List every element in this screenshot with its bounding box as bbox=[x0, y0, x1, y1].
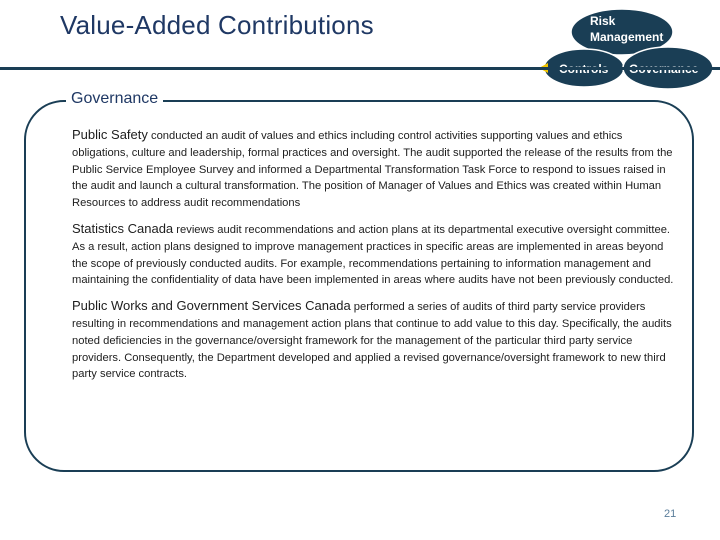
header-divider bbox=[0, 67, 720, 70]
risk-bubble-label-line2: Management bbox=[590, 30, 664, 44]
paragraph-pwgsc bbox=[72, 298, 682, 383]
paragraph-body: conducted an audit of values and ethics including control activities supporting values and ethics obligations, culture and leadership, formal practices and oversight. The audit supported the release of the results from the Public Service Employee Survey and informed a Departmental Transformation Task Force to respond to issues raised in the audit and launch a cultural transformation. The position of Manager of Values and Ethics was created within Human Resources to address audit recommendations bbox=[72, 130, 673, 210]
page-number: 21 bbox=[664, 508, 677, 520]
section-content bbox=[72, 127, 682, 392]
slide-title: Value-Added Contributions bbox=[60, 10, 374, 40]
paragraph-body: performed a series of audits of third party service providers resulting in recommendations and management action plans that continue to add value to this day. Specifically, the audits noted deficiencies in the governance/oversight framework for the management of the particular third party service providers. Consequently, the Department developed and applied a revised governance/oversight framework to new third party service contracts. bbox=[72, 301, 672, 381]
section-label: Governance bbox=[66, 90, 163, 108]
paragraph-statistics-canada bbox=[72, 221, 682, 289]
paragraph-lead: Public Works and Government Services Canada bbox=[72, 298, 351, 314]
paragraph-lead: Public Safety bbox=[72, 127, 148, 142]
value-bubble-graphic bbox=[536, 6, 716, 90]
bubble-diagram bbox=[536, 6, 716, 90]
risk-bubble-label-line1: Risk bbox=[590, 14, 616, 28]
paragraph-lead: Statistics Canada bbox=[72, 220, 174, 236]
paragraph-body: reviews audit recommendations and action plans at its departmental executive oversight committee. As a result, action plans designed to improve management practices in specific areas are implemented in areas beyond the scope of previously conducted audits. For example, recommendations pertaining to information management and maintaining the confidentiality of data have been implemented in areas where audits have not been previously conducted. bbox=[72, 223, 674, 287]
paragraph-public-safety bbox=[72, 127, 682, 212]
